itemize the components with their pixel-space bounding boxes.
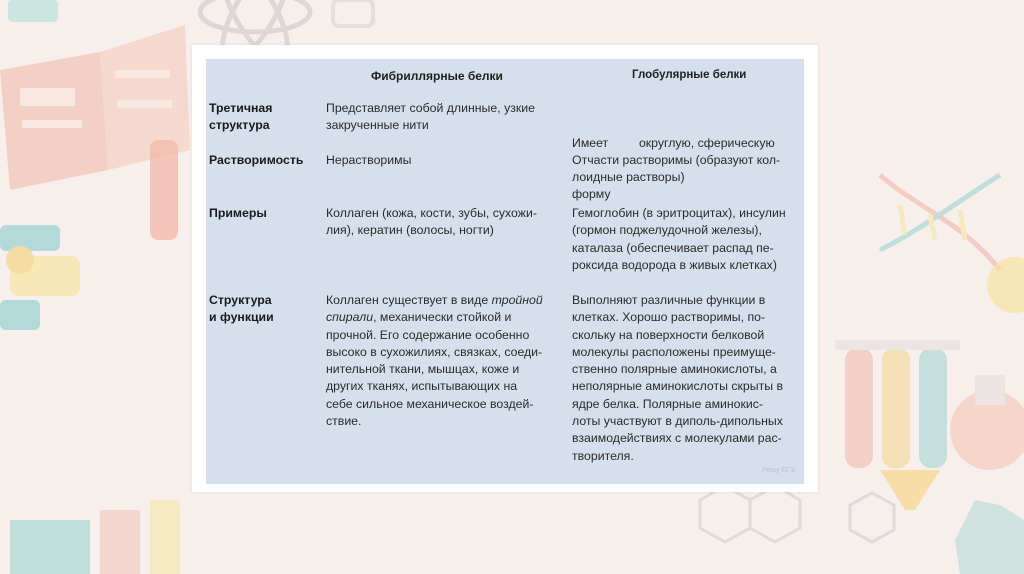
dna-icon — [880, 175, 1000, 270]
glove-icon — [955, 500, 1024, 574]
round-flask-icon — [950, 375, 1024, 470]
cell-globular-functions: Выполняют различные функции в клетках. Хорошо растворимы, по- скольку на поверхности белковой молекулы расположены преимуще- ственно полярные аминокислоты, а неполярные аминокислоты скрыты в ядре белка. Полярные аминокис- лоты участвуют в диполь-дипольных взаимодействиях с молекулами рас- творителя. — [572, 293, 783, 463]
lightbulb-icon — [987, 257, 1024, 313]
content-card — [192, 45, 818, 492]
cell-fibrillar-structure: Представляет собой длинные, узкие закрученные нити — [326, 101, 535, 133]
row-label-solubility: Растворимость — [209, 153, 304, 167]
molecule-icon — [700, 486, 894, 542]
header-globular: Глобулярные белки — [632, 69, 747, 81]
row-label-tertiary-structure: Третичная структура — [209, 101, 273, 133]
protein-comparison-table — [206, 59, 804, 484]
cell-globular-solubility: Отчасти растворимы (образуют кол- лоидные растворы) — [572, 153, 781, 185]
flask-icon — [8, 0, 58, 22]
cell-fibrillar-solubility: Нерастворимы — [326, 153, 412, 167]
test-tubes-icon — [10, 500, 180, 574]
header-fibrillar: Фибриллярные белки — [371, 69, 503, 83]
funnel-icon — [880, 470, 940, 510]
watermark: Решу ЕГЭ — [762, 467, 795, 474]
cell-fibrillar-functions: Коллаген существует в виде тройной спирали, механически стойкой и прочной. Его содержание особенно высоко в сухожилиях, связках, соеди- нительной ткани, мышцах, коже и других тканях, испытывающих на себе сильное механическое воздей- ствие. — [326, 293, 543, 429]
bottle-icon — [333, 0, 373, 26]
cell-globular-structure: Имеет округлую, сферическую форму — [572, 135, 775, 202]
row-label-structure-functions: Структура и функции — [209, 293, 274, 325]
cell-fibrillar-examples: Коллаген (кожа, кости, зубы, сухожи- лия), кератин (волосы, ногти) — [326, 206, 537, 238]
tube-rack-icon — [835, 340, 960, 468]
row-label-examples: Примеры — [209, 206, 267, 220]
cell-globular-examples: Гемоглобин (в эритроцитах), инсулин (гормон поджелудочной железы), каталаза (обеспечивает распад пе- роксида водорода в живых клетках) — [572, 206, 786, 272]
